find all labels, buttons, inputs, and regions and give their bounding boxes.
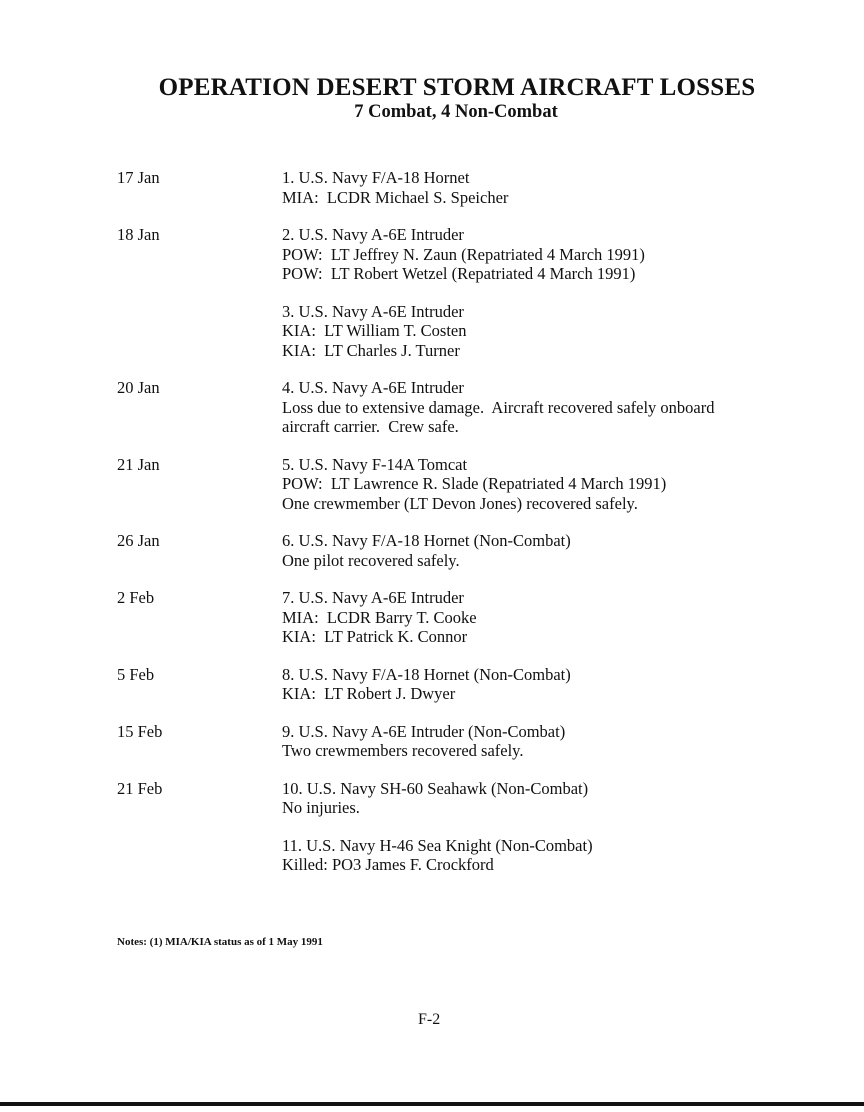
loss-date: 17 Jan	[117, 168, 160, 187]
aircraft-line: 7. U.S. Navy A-6E Intruder	[282, 588, 464, 607]
crew-status-line: POW: LT Jeffrey N. Zaun (Repatriated 4 March 1991)	[282, 244, 645, 264]
loss-details	[282, 455, 837, 514]
loss-date: 5 Feb	[117, 664, 155, 684]
crew-status-line: Two crewmembers recovered safely.	[282, 741, 524, 760]
loss-entry	[117, 665, 837, 704]
loss-date: 2 Feb	[117, 588, 155, 607]
crew-status-line: POW: LT Robert Wetzel (Repatriated 4 March 1991)	[282, 264, 636, 283]
aircraft-line: 8. U.S. Navy F/A-18 Hornet (Non-Combat)	[282, 664, 571, 684]
footnote: Notes: (1) MIA/KIA status as of 1 May 1991	[117, 936, 323, 948]
crew-status-line: Loss due to extensive damage. Aircraft recovered safely onboard	[282, 397, 715, 417]
loss-details	[282, 302, 837, 361]
crew-status-line: Killed: PO3 James F. Crockford	[282, 855, 494, 874]
loss-date: 15 Feb	[117, 721, 163, 741]
loss-entry	[117, 168, 837, 207]
crew-status-line: KIA: LT William T. Costen	[282, 321, 467, 340]
aircraft-line: 6. U.S. Navy F/A-18 Hornet (Non-Combat)	[282, 531, 571, 550]
loss-entry	[117, 455, 837, 514]
document-subtitle: 7 Combat, 4 Non-Combat	[354, 102, 558, 122]
loss-entry	[117, 531, 837, 570]
crew-status-line: MIA: LCDR Barry T. Cooke	[282, 607, 477, 627]
loss-details	[282, 836, 837, 875]
loss-date: 26 Jan	[117, 531, 160, 550]
crew-status-line: One crewmember (LT Devon Jones) recovered safely.	[282, 493, 638, 513]
loss-entry	[117, 836, 837, 875]
loss-date: 21 Feb	[117, 778, 163, 798]
aircraft-line: 11. U.S. Navy H-46 Sea Knight (Non-Combat)	[282, 835, 593, 855]
crew-status-line: KIA: LT Patrick K. Connor	[282, 627, 468, 646]
loss-entry	[117, 302, 837, 361]
loss-entry	[117, 779, 837, 818]
aircraft-line: 10. U.S. Navy SH-60 Seahawk (Non-Combat)	[282, 778, 589, 798]
loss-details	[282, 588, 837, 647]
crew-status-line: One pilot recovered safely.	[282, 550, 460, 570]
aircraft-line: 5. U.S. Navy F-14A Tomcat	[282, 454, 468, 474]
aircraft-line: 1. U.S. Navy F/A-18 Hornet	[282, 168, 470, 187]
crew-status-line: KIA: LT Robert J. Dwyer	[282, 684, 456, 703]
loss-date: 21 Jan	[117, 454, 160, 474]
aircraft-line: 4. U.S. Navy A-6E Intruder	[282, 378, 464, 397]
loss-date: 20 Jan	[117, 378, 160, 397]
loss-date: 18 Jan	[117, 225, 160, 244]
loss-details	[282, 225, 837, 284]
document-title: OPERATION DESERT STORM AIRCRAFT LOSSES	[158, 74, 756, 101]
page-number: F-2	[418, 1011, 441, 1028]
loss-list	[117, 168, 837, 893]
loss-details	[282, 531, 837, 570]
crew-status-line: POW: LT Lawrence R. Slade (Repatriated 4 March 1991)	[282, 474, 667, 493]
crew-status-line: KIA: LT Charles J. Turner	[282, 340, 460, 360]
aircraft-line: 2. U.S. Navy A-6E Intruder	[282, 225, 464, 244]
loss-details	[282, 779, 837, 818]
crew-status-line: No injuries.	[282, 798, 360, 817]
loss-details	[282, 378, 837, 437]
loss-entry	[117, 225, 837, 284]
loss-entry	[117, 378, 837, 437]
aircraft-line: 9. U.S. Navy A-6E Intruder (Non-Combat)	[282, 721, 566, 741]
loss-entry	[117, 722, 837, 761]
crew-status-line: aircraft carrier. Crew safe.	[282, 417, 459, 436]
crew-status-line: MIA: LCDR Michael S. Speicher	[282, 187, 509, 207]
loss-details	[282, 665, 837, 704]
loss-entry	[117, 588, 837, 647]
loss-details	[282, 168, 837, 207]
loss-details	[282, 722, 837, 761]
aircraft-line: 3. U.S. Navy A-6E Intruder	[282, 301, 464, 321]
bottom-rule	[0, 1102, 864, 1106]
